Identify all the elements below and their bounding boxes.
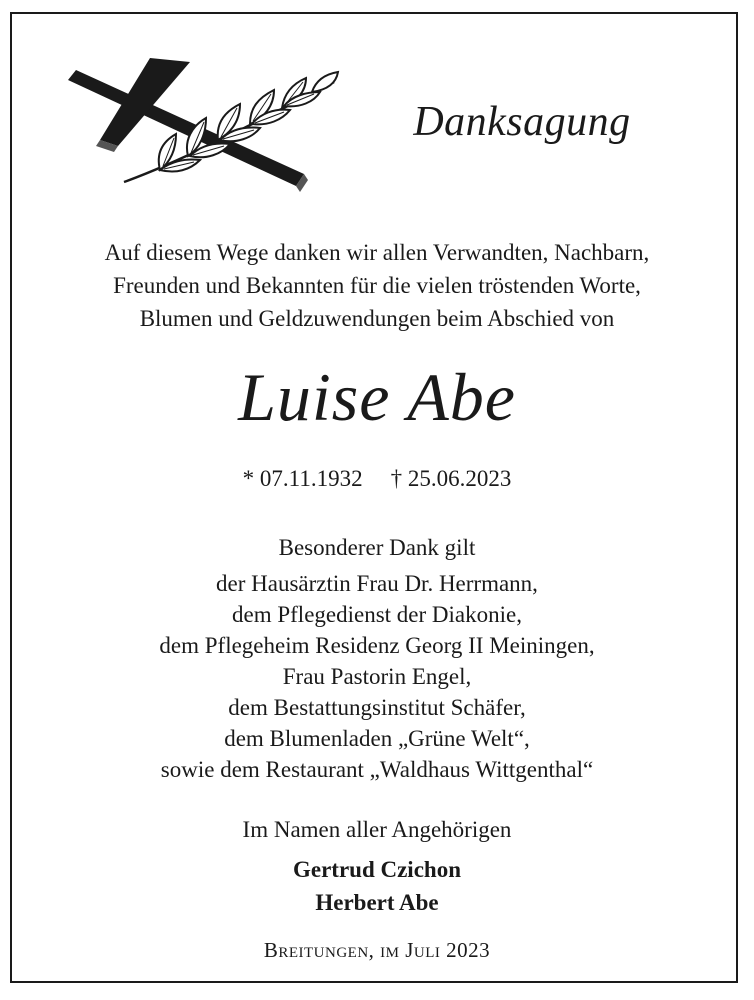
life-dates bbox=[0, 462, 754, 496]
thanks-line: dem Pflegeheim Residenz Georg II Meiningen, bbox=[159, 633, 595, 658]
signer-name: Gertrud Czichon bbox=[292, 857, 461, 882]
thanks-line: dem Pflegedienst der Diakonie, bbox=[232, 602, 522, 627]
notice-heading: Danksagung bbox=[413, 99, 631, 145]
thanks-line: dem Bestattungsinstitut Schäfer, bbox=[228, 695, 526, 720]
thanks-line: dem Blumenladen „Grüne Welt“, bbox=[224, 726, 530, 751]
signer-name: Herbert Abe bbox=[315, 890, 439, 915]
intro-line: Blumen und Geldzuwendungen beim Abschied von bbox=[139, 306, 615, 331]
birth-date: * 07.11.1932 bbox=[242, 466, 363, 491]
intro-line: Freunden und Bekannten für die vielen tröstenden Worte, bbox=[113, 273, 641, 298]
special-thanks-intro: Besonderer Dank gilt bbox=[278, 535, 476, 560]
thanks-line: Frau Pastorin Engel, bbox=[282, 664, 472, 689]
behalf-line: Im Namen aller Angehörigen bbox=[242, 817, 512, 842]
signers bbox=[0, 853, 754, 919]
intro-paragraph bbox=[20, 236, 734, 335]
thanks-line: sowie dem Restaurant „Waldhaus Wittgenthal“ bbox=[160, 757, 594, 782]
intro-line: Auf diesem Wege danken wir allen Verwandten, Nachbarn, bbox=[104, 240, 650, 265]
deceased-name: Luise Abe bbox=[238, 359, 516, 435]
thanks-line: der Hausärztin Frau Dr. Herrmann, bbox=[216, 571, 538, 596]
death-date: † 25.06.2023 bbox=[390, 466, 512, 491]
cross-with-palm-branch-icon bbox=[64, 56, 354, 196]
place-and-date: Breitungen, im Juli 2023 bbox=[263, 938, 491, 962]
thanks-list bbox=[0, 568, 754, 785]
